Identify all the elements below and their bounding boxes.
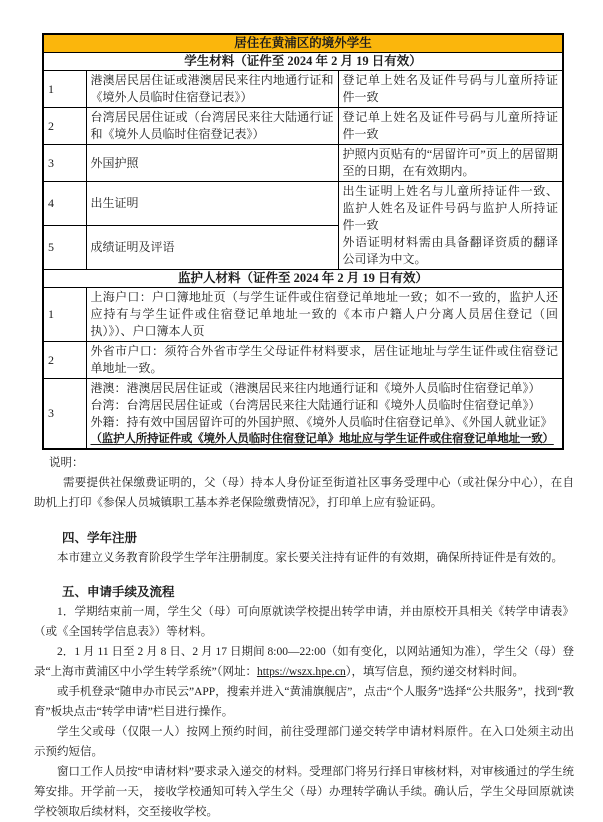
seq-cell: 4 [43,182,86,226]
section-4-heading: 四、学年注册 [62,531,138,545]
seq-cell: 2 [43,342,86,379]
seq-cell: 1 [43,288,86,342]
requirement-paragraph: 外语证明材料需由具备翻译资质的翻译公司译为中文。 [342,235,559,266]
materials-table [42,33,564,450]
document-cell: 港澳居民居住证或港澳居民来往内地通行证和《境外人员临时住宿登记表》） [86,71,338,108]
table-row [43,108,563,145]
table-row [43,342,563,379]
table-row [43,288,563,342]
section-5-paragraph-3: 或手机登录“随申办市民云”APP，搜索并进入“黄浦旗舰店”，点击“个人服务”选择“公共服务”，找到“教育”板块点击“转学申请”栏目进行操作。 [34,686,574,718]
seq-cell: 2 [43,108,86,145]
student-materials-header-row [43,53,563,71]
requirement-cell: 护照内页贴有的“居留许可”页上的居留期至的日期，在有效期内。 [338,145,563,182]
transfer-system-url[interactable]: https://wszx.hpe.cn [256,666,346,678]
seq-cell: 3 [43,145,86,182]
table-title-row [43,34,563,53]
table-row [43,182,563,226]
document-cell: 出生证明 [86,182,338,226]
guardian-line-hkmo: 港澳：港澳居民居住证或（港澳居民来往内地通行证和《境外人员临时住宿登记单》） [90,381,541,395]
guardian-materials-header-row [43,270,563,288]
paragraph-text: 2．1 月 11 日至 2 月 8 日、2 月 17 日期间 8:00—22:00（如有变化，以网站通知为准），学生父（母）登录“上海市黄浦区中小学生转学系统”（网址： [34,646,574,678]
guardian-line-foreign: 外籍：持有效中国居留许可的外国护照、《境外人员临时住宿登记单》、《外国人就业证》 [90,415,553,429]
document-cell: 成绩证明及评语 [86,226,338,270]
requirement-cell: 登记单上姓名及证件号码与儿童所持证件一致 [338,108,563,145]
section-5-heading: 五、申请手续及流程 [62,585,175,599]
guardian-materials-header: 监护人材料（证件至 2024 年 2 月 19 日有效） [43,270,563,288]
section-5-paragraph-5: 窗口工作人员按“申请材料”要求录入递交的材料。受理部门将另行择日审核材料，对审核通过的学生统筹安排。开学前一天， 接收学校通知可转入学生父（母）办理转学确认手续。确认后，学生父母回原就读学校领取后续材料，交至接收学校。 [34,766,574,818]
seq-cell: 1 [43,71,86,108]
guardian-row-text [86,379,563,450]
guardian-line-taiwan: 台湾：台湾居民居住证或（台湾居民来往大陆通行证和《境外人员临时住宿登记单》） [90,398,541,412]
document-cell: 台湾居民居住证或（台湾居民来往大陆通行证和《境外人员临时住宿登记表》） [86,108,338,145]
seq-cell: 3 [43,379,86,450]
table-title: 居住在黄浦区的境外学生 [43,34,563,53]
requirement-paragraph: 出生证明上姓名与儿童所持证件一致、监护人姓名及证件号码与监护人所持证件一致 [342,184,559,232]
section-5-paragraph-2 [34,642,574,682]
document-cell: 外国护照 [86,145,338,182]
requirement-cell: 登记单上姓名及证件号码与儿童所持证件一致 [338,71,563,108]
table-row [43,379,563,450]
student-materials-header: 学生材料（证件至 2024 年 2 月 19 日有效） [43,53,563,71]
table-row [43,71,563,108]
section-5-paragraph-1: 1．学期结束前一周，学生父（母）可向原就读学校提出转学申请，并由原校开具相关《转学申请表》（或《全国转学信息表》）等材料。 [34,606,574,638]
guardian-address-note: （监护人所持证件或《境外人员临时住宿登记单》地址应与学生证件或住宿登记单地址一致） [90,433,554,445]
table-row [43,145,563,182]
guardian-row-text: 外省市户口：须符合外省市学生父母证件材料要求，居住证地址与学生证件或住宿登记单地址一致。 [86,342,563,379]
section-4-paragraph: 本市建立义务教育阶段学生学年注册制度。家长要关注持有证件的有效期，确保所持证件是有效的。 [57,552,563,564]
notes-paragraph: 需要提供社保缴费证明的，父（母）持本人身份证至街道社区事务受理中心（或社保分中心），在自助机上打印《参保人员城镇职工基本养老保险缴费情况》，打印单上应有验证码。 [34,477,574,509]
section-5-paragraph-4: 学生父或母（仅限一人）按网上预约时间，前往受理部门递交转学申请材料原件。在入口处须主动出示预约短信。 [34,726,574,758]
paragraph-text: ），填写信息，预约递交材料时间。 [345,666,525,678]
notes-label: 说明： [49,457,84,469]
seq-cell: 5 [43,226,86,270]
requirement-cell-merged [338,182,563,270]
guardian-row-text: 上海户口：户口簿地址页（与学生证件或住宿登记单地址一致；如不一致的，监护人还应持有与学生证件或住宿登记单地址一致的《本市户籍人户分离人员居住登记（回执）》）、户口簿本人页 [86,288,563,342]
